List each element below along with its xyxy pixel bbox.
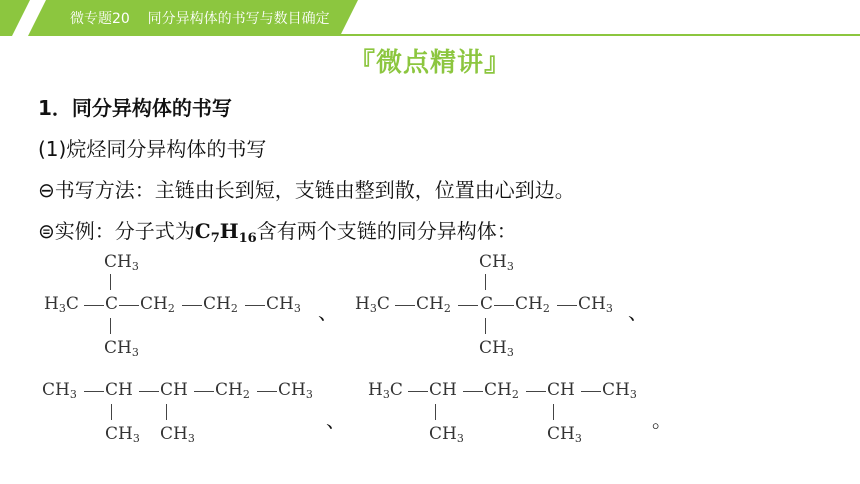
s1-ch2-a: $CH_2$ [140,294,175,315]
s4-bond-3 [526,391,546,392]
s2-bond-3 [494,305,514,306]
s2-ch2-b: $CH_2$ [515,294,550,315]
s4-ch-b: CH [547,380,575,400]
s4-branch-2: $CH_3$ [547,424,582,445]
section-banner: 『微点精讲』 [348,48,511,78]
s2-bond-4 [557,305,577,306]
s3-ch2: $CH_2$ [215,380,250,401]
s3-bond-4 [257,391,277,392]
method-line [38,174,575,203]
s2-bond-1 [395,305,415,306]
separator-3: 、 [326,408,346,432]
s3-bond-2 [139,391,159,392]
s3-ch3-start: $CH_3$ [42,380,77,401]
s4-ch3-end: $CH_3$ [602,380,637,401]
s1-top-methyl: $CH_3$ [104,252,139,273]
s2-bond-2 [458,305,478,306]
example-suffix: 含有两个支链的同分异构体： [256,219,517,243]
circled-two-icon: ⊜ [38,219,55,243]
s4-bond-1 [408,391,428,392]
s1-ch2-b: $CH_2$ [203,294,238,315]
s3-branch-2: $CH_3$ [160,424,195,445]
example-line [38,215,517,246]
s1-bond-1 [84,305,104,306]
heading-2: (1)烷烃同分异构体的书写 [38,137,267,161]
s2-bond-top [485,274,486,290]
end-period: 。 [652,408,672,432]
s1-bond-3 [182,305,202,306]
s3-branch-1: $CH_3$ [105,424,140,445]
s3-bond-branch-1 [111,404,112,420]
s3-bond-branch-2 [166,404,167,420]
separator-2: 、 [628,300,648,324]
separator-1: 、 [318,300,338,324]
s3-ch3-end: $CH_3$ [278,380,313,401]
top-bar [0,0,860,36]
s2-ch3-end: $CH_3$ [578,294,613,315]
s1-bottom-methyl: $CH_3$ [104,338,139,359]
s1-quaternary-c: C [105,294,119,314]
s4-ch2: $CH_2$ [484,380,519,401]
s3-bond-1 [84,391,104,392]
molecular-formula: $C_7H_{16}$ [194,219,257,246]
s3-ch-b: CH [160,380,188,400]
s4-bond-2 [463,391,483,392]
s4-bond-4 [581,391,601,392]
s4-h3c: $H_3C$ [368,380,403,401]
s1-ch3-end: $CH_3$ [266,294,301,315]
circled-one-icon: ⊖ [38,178,55,202]
s2-bond-bottom [485,318,486,334]
s4-bond-branch-2 [553,404,554,420]
method-text: 书写方法：主链由长到短，支链由整到散，位置由心到边。 [54,178,575,202]
s2-quaternary-c: C [480,294,494,314]
heading-1: 1．同分异构体的书写 [38,96,232,120]
s2-top-methyl: $CH_3$ [479,252,514,273]
s1-bond-top [110,274,111,290]
s2-bottom-methyl: $CH_3$ [479,338,514,359]
s4-bond-branch-1 [435,404,436,420]
s2-h3c: $H_3C$ [355,294,390,315]
s1-bond-2 [119,305,139,306]
s2-ch2-a: $CH_2$ [416,294,451,315]
s1-bond-4 [245,305,265,306]
s1-bond-bottom [110,318,111,334]
s4-branch-1: $CH_3$ [429,424,464,445]
s4-ch-a: CH [429,380,457,400]
example-prefix: 实例：分子式为 [54,219,195,243]
s3-ch-a: CH [105,380,133,400]
s3-bond-3 [194,391,214,392]
s1-main-chain: $H_3C$ [44,294,79,315]
topic-title: 微专题20 同分异构体的书写与数目确定 [70,11,330,27]
